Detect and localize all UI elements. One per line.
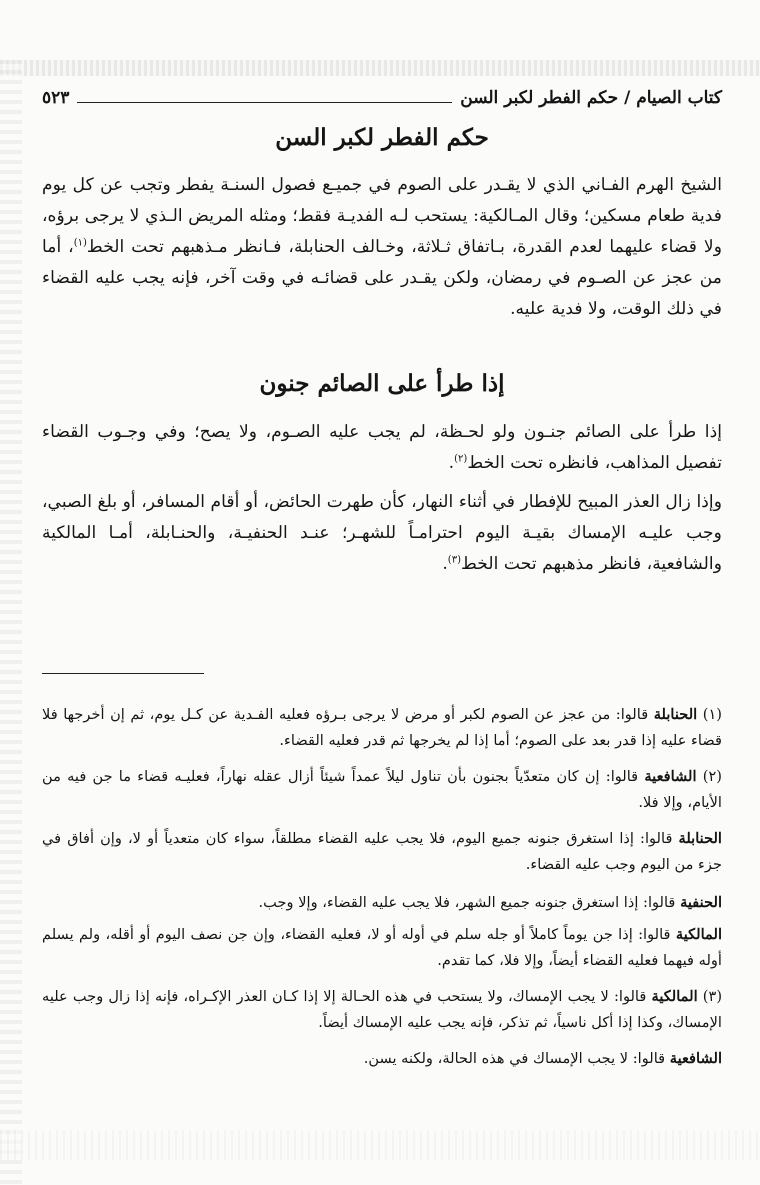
footnote-text: قالوا: إذا استغرق جنونه جميع الشهر، فلا يجب عليه القضاء، وإلا وجب.: [258, 894, 676, 911]
paragraph-text: إذا طرأ على الصائم جنـون ولو لحـظة، لم يجب عليه الصـوم، ولا يصح؛ وفي وجـوب القضاء تفصيل المذاهب، فانظره تحت الخط: [42, 422, 722, 473]
footnote-ref-3[interactable]: (٣): [447, 554, 461, 566]
footnote-2-hanafi: [42, 890, 722, 916]
footnote-2-hanbali: [42, 826, 722, 878]
footnote-text: قالوا: لا يجب الإمساك في هذه الحالة، ولكنه يسن.: [363, 1050, 666, 1067]
section-title-insanity: إذا طرأ على الصائم جنون: [259, 370, 505, 397]
footnote-ref-1[interactable]: (١): [73, 237, 87, 249]
footnote-2-maliki: [42, 922, 722, 974]
school-name: الشافعية: [644, 768, 697, 785]
footnote-text: قالوا: إذا جن يوماً كاملاً أو جله سلم في أوله أو لا، فعليه القضاء، وإن جن نصف اليوم أو أقله، ولم يسلم أوله فيهما فعليه القضاء أيضاً، وإلا فلا، كما تقدم.: [42, 926, 722, 969]
footnote-2: [42, 764, 722, 816]
paragraph-excuse-removed: [42, 487, 722, 580]
section-title-old-age: حكم الفطر لكبر السن: [275, 124, 489, 151]
paragraph-insanity: [42, 417, 722, 479]
footnote-text: قالوا: إذا استغرق جنونه جميع اليوم، فلا يجب عليه القضاء مطلقاً، سواء كان متعدياً أو لا، وإن أفاق في جزء من اليوم وجب عليه القضاء.: [42, 830, 722, 873]
footnote-number: (١): [702, 706, 722, 723]
running-header: [42, 88, 722, 116]
school-name: الحنابلة: [653, 706, 698, 723]
paragraph-text-tail: .: [448, 453, 455, 473]
footnote-3-shafii: [42, 1046, 722, 1072]
school-name: الحنابلة: [678, 830, 722, 847]
footnote-text: قالوا: إن كان متعدّياً بجنون بأن تناول ليلاً عمداً شيئاً أزال عقله نهاراً، فعليـه قضاء ما جن فيه من الأيام، وإلا فلا.: [42, 768, 722, 811]
school-name: المالكية: [651, 988, 698, 1005]
school-name: الشافعية: [669, 1050, 722, 1067]
scan-noise-left: [0, 60, 22, 1185]
page-number: ٥٢٣: [42, 88, 70, 108]
footnote-number: (٣): [702, 988, 723, 1005]
footnote-3: [42, 984, 722, 1036]
footnote-text: قالوا: من عجز عن الصوم لكبر أو مرض لا يرجى بـرؤه فعليه الفـدية عن كـل يوم، ثم إن أخرجها فلا قضاء عليه إذا قدر بعد على الصوم؛ أما إذا لم يخرجها ثم قدر فعليه القضاء.: [42, 706, 722, 749]
school-name: الحنفية: [680, 894, 722, 911]
footnote-1: [42, 702, 722, 754]
paragraph-old-age: [42, 170, 722, 325]
paragraph-text: الشيخ الهرم الفـاني الذي لا يقـدر على الصوم في جميـع فصول السنـة يفطر وتجب عن كل يوم فدية طعام مسكين؛ وقال المـالكية: يستحب لـه الفديـة فقط؛ ومثله المريض الـذي لا يرجى برؤه، ولا قضاء عليهما لعدم القدرة، بـاتفاق ثـلاثة، وخـالف الحنابلة، فـانظر مـذهبهم تحت الخط: [42, 175, 722, 257]
school-name: المالكية: [675, 926, 722, 943]
footnote-separator: [42, 673, 204, 674]
scan-noise-bottom: [0, 1130, 760, 1160]
paragraph-text-tail: .: [442, 554, 448, 574]
footnote-text: قالوا: لا يجب الإمساك، ولا يستحب في هذه الحـالة إلا إذا كـان العذر الإكـراه، فإنه إذا زال وجب عليه الإمساك، وكذا إذا أكل ناسياً، ثم تذكر، فإنه يجب عليه الإمساك أيضاً.: [42, 988, 722, 1031]
paragraph-text-tail: ، أما من عجز عن الصـوم في رمضان، ولكن يقـدر على قضائـه في وقت آخر، فإنه يجب عليه القضاء في ذلك الوقت، ولا فدية عليه.: [42, 237, 722, 319]
paragraph-text: وإذا زال العذر المبيح للإفطار في أثناء النهار، كأن طهرت الحائض، أو أقام المسافر، أو بلغ الصبي، وجب عليـه الإمساك بقيـة اليوم احترامـاً للشهـر؛ عنـد الحنفيـة، والحنـابلة، أمـا المالكية والشافعية، فانظر مذهبهم تحت الخط: [42, 492, 722, 574]
running-title: كتاب الصيام / حكم الفطر لكبر السن: [460, 88, 722, 108]
scan-noise-top: [0, 60, 760, 76]
footnote-ref-2[interactable]: (٢): [454, 453, 468, 465]
footnote-number: (٢): [702, 768, 722, 785]
header-rule: [77, 102, 452, 103]
